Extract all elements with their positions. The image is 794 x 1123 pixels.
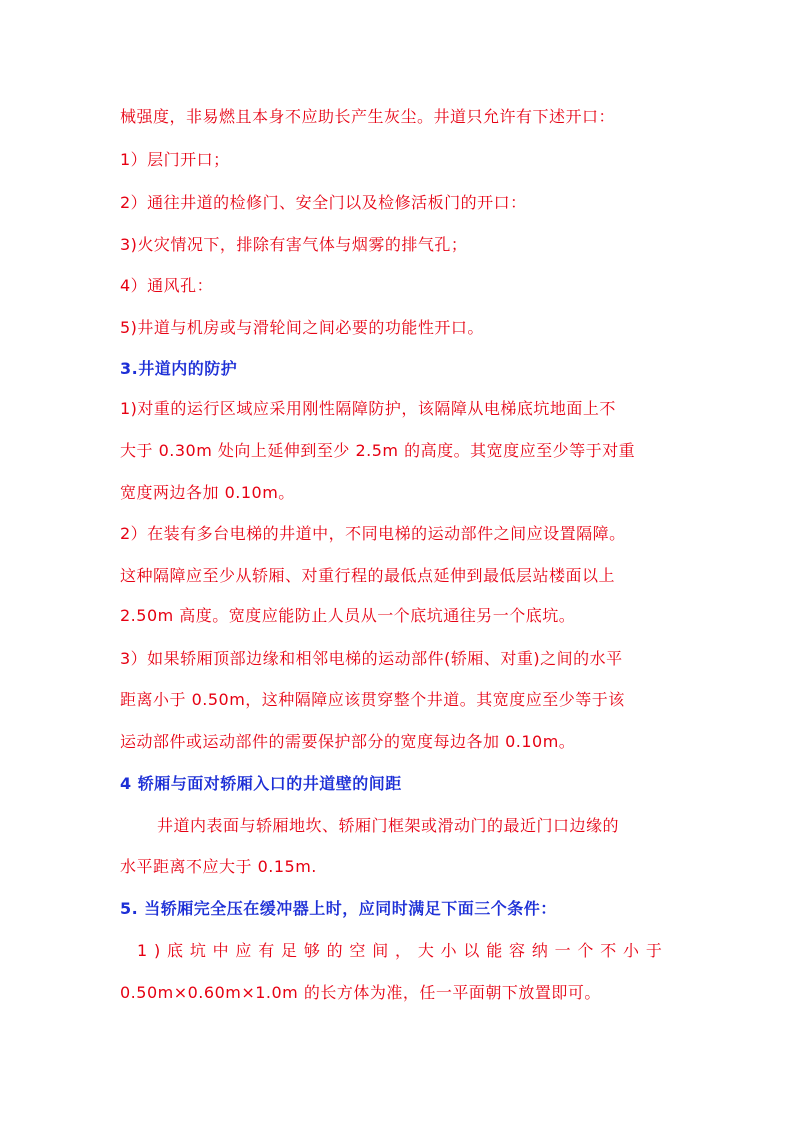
body-line: 2）在装有多台电梯的井道中，不同电梯的运动部件之间应设置隔障。 <box>120 524 626 543</box>
body-line: 宽度两边各加 0.10m。 <box>120 483 295 502</box>
body-line: 1)底坑中应有足够的空间，大小以能容纳一个不小于 <box>137 941 669 960</box>
section-heading: 4 轿厢与面对轿厢入口的井道壁的间距 <box>120 774 402 793</box>
body-line: 大于 0.30m 处向上延伸到至少 2.5m 的高度。其宽度应至少等于对重 <box>120 441 636 460</box>
list-item: 5)井道与机房或与滑轮间之间必要的功能性开口。 <box>120 318 484 337</box>
body-line: 这种隔障应至少从轿厢、对重行程的最低点延伸到最低层站楼面以上 <box>120 566 616 585</box>
list-item: 3)火灾情况下，排除有害气体与烟雾的排气孔； <box>120 235 468 254</box>
body-line: 水平距离不应大于 0.15m. <box>120 857 317 876</box>
body-line: 井道内表面与轿厢地坎、轿厢门框架或滑动门的最近门口边缘的 <box>157 816 620 835</box>
section-heading: 3.井道内的防护 <box>120 359 238 378</box>
body-line: 1)对重的运行区域应采用刚性隔障防护，该隔障从电梯底坑地面上不 <box>120 399 616 418</box>
section-heading: 5. 当轿厢完全压在缓冲器上时，应同时满足下面三个条件： <box>120 899 557 918</box>
list-item: 2）通往井道的检修门、安全门以及检修活板门的开口： <box>120 193 527 212</box>
body-line: 械强度，非易燃且本身不应助长产生灰尘。井道只允许有下述开口： <box>120 107 616 126</box>
body-line: 3）如果轿厢顶部边缘和相邻电梯的运动部件(轿厢、对重)之间的水平 <box>120 649 623 668</box>
body-line: 运动部件或运动部件的需要保护部分的宽度每边各加 0.10m。 <box>120 732 576 751</box>
body-line: 距离小于 0.50m，这种隔障应该贯穿整个井道。其宽度应至少等于该 <box>120 690 625 709</box>
body-line: 0.50m×0.60m×1.0m 的长方体为准，任一平面朝下放置即可。 <box>120 983 601 1002</box>
body-line: 2.50m 高度。宽度应能防止人员从一个底坑通往另一个底坑。 <box>120 606 576 625</box>
list-item: 1）层门开口； <box>120 150 230 169</box>
list-item: 4）通风孔： <box>120 276 214 295</box>
